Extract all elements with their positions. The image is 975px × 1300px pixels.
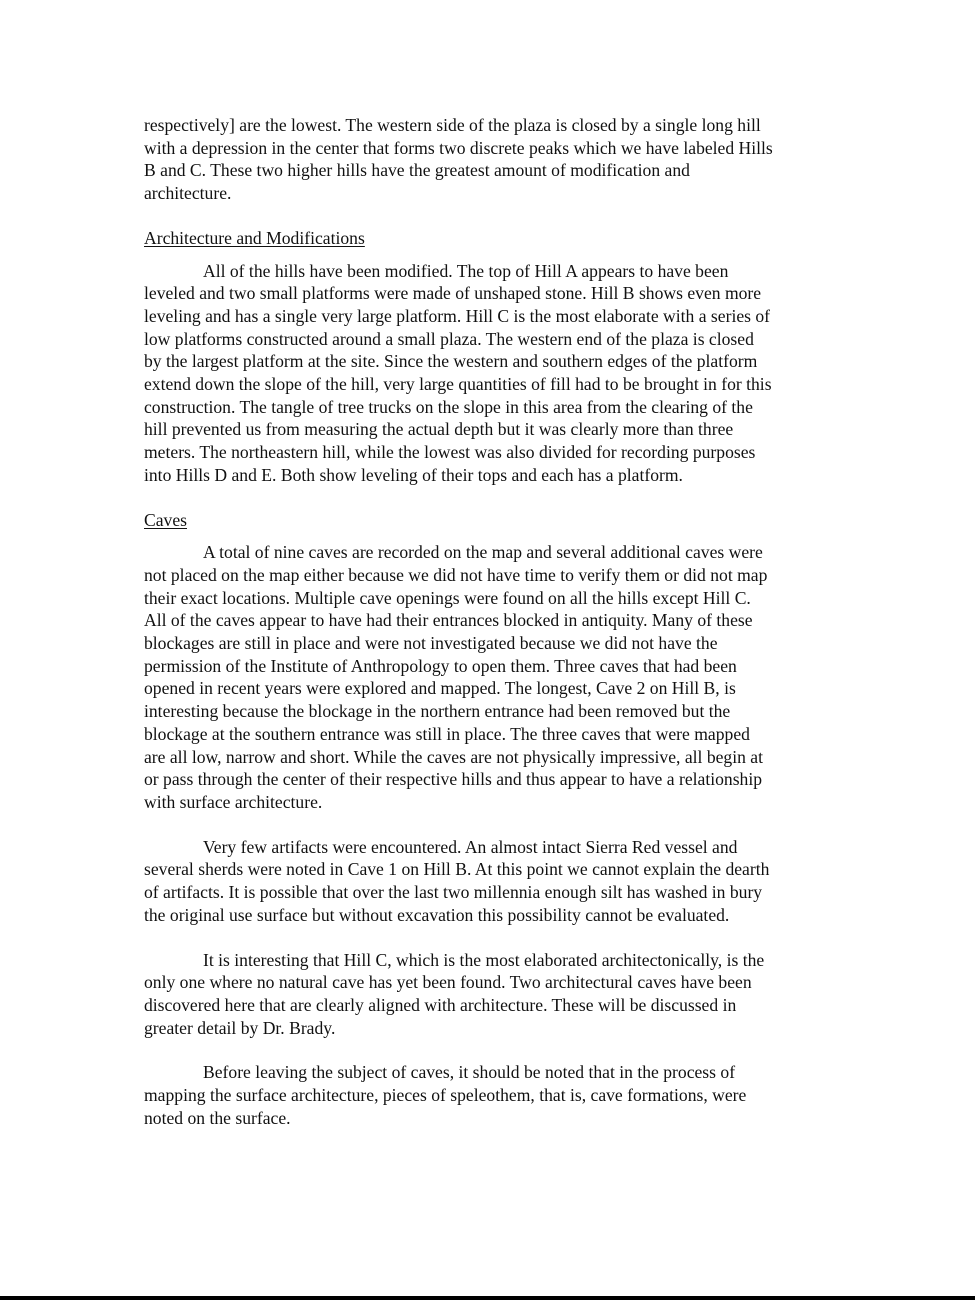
spacer [144, 205, 856, 227]
caves-paragraph-2: Very few artifacts were encountered. An almost intact Sierra Red vessel and several sherds were noted in Cave 1 on Hill B. At this point we cannot explain the dearth of artifacts. It is possible that over the last two millennia enough silt has washed in bury the original use surface but without excavation this possibility cannot be evaluated. [144, 836, 770, 925]
spacer [144, 250, 856, 260]
spacer [144, 1039, 856, 1061]
spacer [144, 487, 856, 509]
caves-paragraph-4: Before leaving the subject of caves, it should be noted that in the process of mapping the surface architecture, pieces of speleothem, that is, cave formations, were noted on the surface. [144, 1062, 747, 1128]
architecture-section [144, 227, 856, 487]
document-body [144, 114, 856, 1129]
architecture-heading: Architecture and Modifications [144, 227, 365, 248]
caves-heading: Caves [144, 509, 187, 530]
spacer [144, 531, 856, 541]
architecture-paragraph: All of the hills have been modified. The top of Hill A appears to have been leveled and two small platforms were made of unshaped stone. Hill B shows even more leveling and has a single very large platform. Hill C is the most elaborate with a series of low platforms constructed around a small plaza. The western end of the plaza is closed by the largest platform at the site. Since the western and southern edges of the platform extend down the slope of the hill, very large quantities of fill had to be brought in for this construction. The tangle of tree trucks on the slope in this area from the clearing of the hill prevented us from measuring the actual depth but it was clearly more than three meters. The northeastern hill, while the lowest was also divided for recording purposes into Hills D and E. Both show leveling of their tops and each has a platform. [144, 260, 772, 485]
caves-paragraph-1: A total of nine caves are recorded on the map and several additional caves were not placed on the map either because we did not have time to verify them or did not map their exact locations. Multiple cave openings were found on all the hills except Hill C. All of the caves appear to have had their entrances blocked in antiquity. Many of these blockages are still in place and were not investigated because we did not have the permission of the Institute of Anthropology to open them. Three caves that had been opened in recent years were explored and mapped. The longest, Cave 2 on Hill B, is interesting because the blockage in the northern entrance had been removed but the blockage at the southern entrance was still in place. The three caves that were mapped are all low, narrow and short. While the caves are not physically impressive, all begin at or pass through the center of their respective hills and thus appear to have a relationship with surface architecture. [144, 542, 768, 812]
spacer [144, 814, 856, 836]
intro-paragraph: respectively] are the lowest. The western side of the plaza is closed by a single long hill with a depression in the center that forms two discrete peaks which we have labeled Hills B and C. These two higher hills have the greatest amount of modification and architecture. [144, 115, 773, 204]
caves-paragraph-3: It is interesting that Hill C, which is the most elaborated architectonically, is the only one where no natural cave has yet been found. Two architectural caves have been discovered here that are clearly aligned with architecture. These will be discussed in greater detail by Dr. Brady. [144, 949, 765, 1038]
spacer [144, 927, 856, 949]
page-bottom-border [0, 1296, 975, 1300]
caves-section [144, 509, 856, 1130]
